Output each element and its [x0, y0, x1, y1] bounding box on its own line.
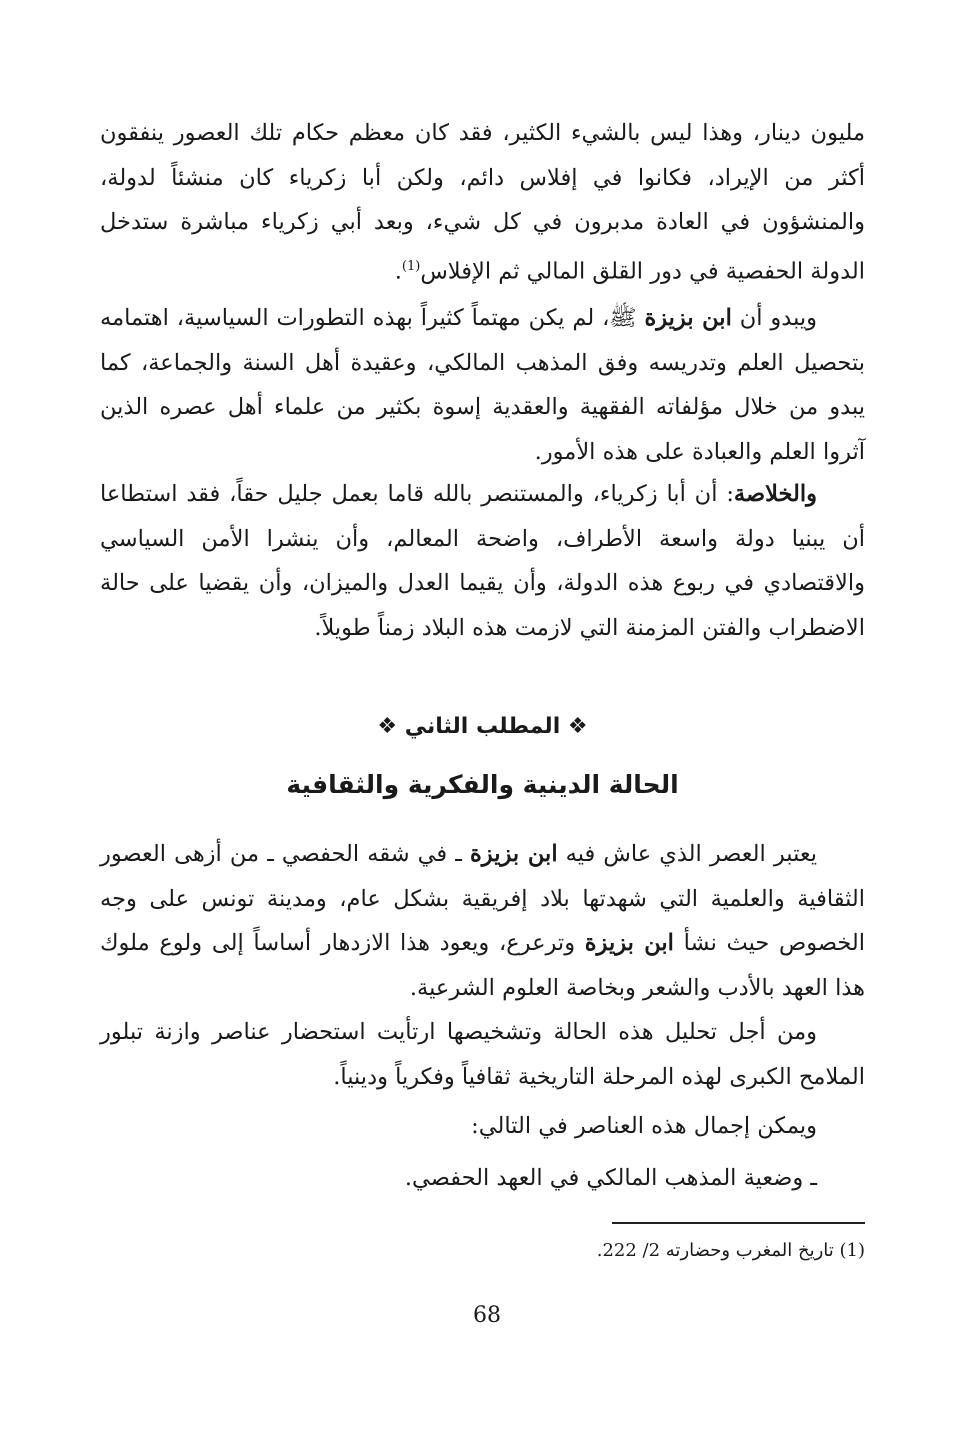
list-intro: ويمكن إجمال هذه العناصر في التالي:: [471, 1113, 817, 1139]
paragraph-1: مليون دينار، وهذا ليس بالشيء الكثير، فقد كان معظم حكام تلك العصور ينفقون أكثر من الإيراد، فكانوا في إفلاس دائم، ولكن أبا زكرياء كان منشئاً لدولة، والمنشؤون في العادة مدبرون في كل شيء، وبعد أبي زكرياء مباشرة ستدخل الدولة الحفصية في دور القلق المالي ثم الإفلاس$^{(1)}$.: [100, 120, 865, 284]
paragraph-2: ويبدو أن ابن بزيزة ﷺ، لم يكن مهتماً كثيراً بهذه التطورات السياسية، اهتمامه بتحصيل العلم وتدريسه وفق المذهب المالكي، وعقيدة أهل السنة والجماعة، كما يبدو من خلال مؤلفاته الفقهية والعقدية إسوة بكثير من علماء أهل عصره الذين آثروا العلم والعبادة على هذه الأمور.: [100, 305, 865, 465]
paragraph-5: ومن أجل تحليل هذه الحالة وتشخيصها ارتأيت استحضار عناصر وازنة تبلور الملامح الكبرى لهذه المرحلة التاريخية ثقافياً وفكرياً ودينياً.: [100, 1019, 865, 1090]
paragraph-4: يعتبر العصر الذي عاش فيه ابن بزيزة ـ في شقه الحفصي ـ من أزهى العصور الثقافية والعلمية التي شهدتها بلاد إفريقية بشكل عام، ومدينة تونس على وجه الخصوص حيث نشأ ابن بزيزة وترعرع، ويعود هذا الازدهار أساساً إلى ولوع ملوك هذا العهد بالأدب والشعر وبخاصة العلوم الشرعية.: [100, 841, 865, 1001]
author-name: ابن بزيزة: [470, 841, 558, 867]
section-label: ❖ المطلب الثاني ❖: [377, 714, 588, 739]
author-name: ابن بزيزة: [584, 930, 674, 956]
paragraph-3: والخلاصة: أن أبا زكرياء، والمستنصر بالله قاما بعمل جليل حقاً، فقد استطاعا أن يبنيا دولة واسعة الأطراف، واضحة المعالم، وأن ينشرا الأمن السياسي والاقتصادي في ربوع هذه الدولة، وأن يقيما العدل والميزان، وأن يقضيا على حالة الاضطراب والفتن المزمنة التي لازمت هذه البلاد زمناً طويلاً.: [100, 481, 865, 641]
section-title: الحالة الدينية والفكرية والثقافية: [286, 770, 679, 799]
footnote-divider: [612, 1222, 865, 1224]
honorific-glyph: ﷺ: [609, 305, 645, 331]
list-item: ـ وضعية المذهب المالكي في العهد الحفصي.: [404, 1165, 817, 1191]
footnote: (1) تاريخ المغرب وحضارته 2/ 222.: [596, 1240, 865, 1261]
author-name: ابن بزيزة: [644, 305, 732, 331]
page-number: 68: [473, 1303, 501, 1328]
conclusion-label: والخلاصة: [733, 481, 817, 507]
footnote-ref[interactable]: (1): [401, 258, 421, 274]
